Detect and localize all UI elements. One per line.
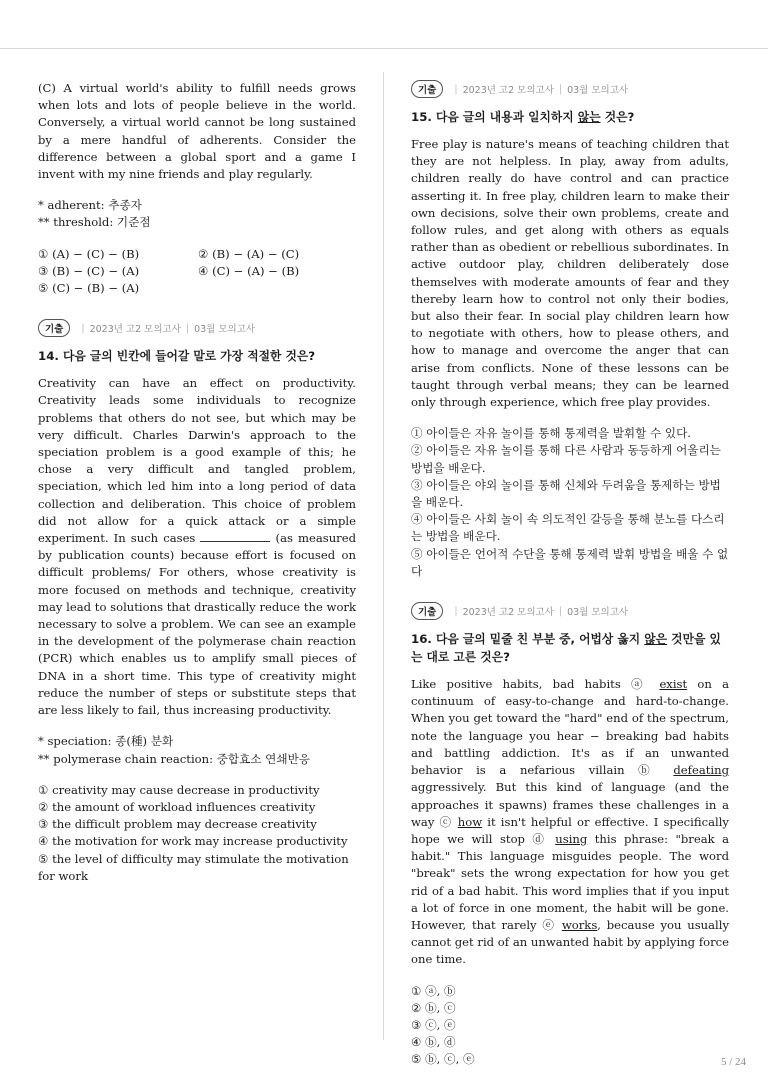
underlined-phrase: exist (659, 677, 688, 692)
footnote: * speciation: 종(種) 분화 (38, 734, 174, 749)
answer-blank (200, 531, 270, 542)
exam-month: 03월 모의고사 (194, 324, 256, 336)
right-column (411, 80, 729, 1069)
answer-option[interactable]: ② the amount of workload influences creativity (38, 799, 316, 814)
exam-year: 2023년 고2 모의고사 (462, 85, 554, 96)
page-number: 5 / 24 (720, 1056, 746, 1068)
options-row (38, 246, 356, 263)
options-row (38, 263, 356, 280)
exam-month: 03월 모의고사 (567, 85, 629, 96)
past-exam-badge: 기출 (38, 319, 70, 337)
question-meta: 기출 | 2023년 고2 모의고사 | 03월 모의고사 (411, 602, 729, 620)
exam-year: 2023년 고2 모의고사 (462, 607, 554, 619)
left-column (38, 80, 356, 885)
question-passage: Creativity can have an effect on productivity. Creativity leads some individuals to recognize problems that others do not see, but which may be very difficult. Charles Darwin's approach to the speciation problem is a good example of this; he chose a very difficult and tangled problem, speciation, which led him into a long period of data collection and deliberation. This choice of problem did not allow for a quick attack or a simple experiment. In such cases (as measured by publication counts) because effort is focused on difficult problems/ For others, whose creativity is more focused on methods and technique, creativity may lead to solutions that drastically reduce the work necessary to solve a problem. We can see an example in the development of the polymerase chain reaction (PCR) which enables us to amplify small pieces of DNA in a short time. This type of creativity might reduce the number of steps or substitute steps that are less likely to fail, thus increasing productivity. (38, 376, 357, 718)
answer-option[interactable]: ② (B) − (A) − (C) (198, 246, 300, 261)
answer-option[interactable]: ③ 아이들은 야외 놀이를 통해 신체와 두려움을 통제하는 방법을 배운다. (411, 477, 721, 510)
answer-option[interactable]: ② ⓑ, ⓒ (411, 1000, 456, 1015)
answer-option[interactable]: ⑤ (C) − (B) − (A) (38, 281, 140, 296)
answer-option[interactable]: ④ (C) − (A) − (B) (198, 263, 300, 278)
column-divider (383, 72, 384, 1040)
underlined-phrase: works (561, 917, 598, 932)
q13-option-c-paragraph: (C) A virtual world's ability to fulfill needs grows when lots and lots of people believe in the world. Conversely, a virtual world cannot be long sustained by a mere handful of adherents. Consider the difference between a global sport and a game I invent with my nine friends and play regularly. (38, 81, 356, 182)
answer-option[interactable]: ⑤ ⓑ, ⓒ, ⓔ (411, 1052, 475, 1067)
question-passage: Free play is nature's means of teaching children that they are not helpless. In play, away from adults, children really do have control and can practice asserting it. In free play, children learn to make their own decisions, solve their own problems, create and follow rules, and get along with others as equals rather than as obedient or rebellious subordinates. In active outdoor play, children deliberately dose themselves with moderate amounts of fear and they thereby learn how to control not only their bodies, but also their fear. In social play children learn how to negotiate with others, how to please others, and how to manage and overcome the anger that can arise from conflicts. None of these lessons can be taught through verbal means; they can be learned only through experience, which free play provides. (411, 137, 729, 410)
underlined-phrase: defeating (673, 763, 729, 778)
question-passage: Like positive habits, bad habits ⓐ exist on a continuum of easy-to-change and hard-to-change. When you get toward the "hard" end of the spectrum, note the language you hear − breaking bad habits and battling addiction. It's as if an unwanted behavior is a nefarious villain ⓑ defeating aggressively. But this kind of language (and the approaches it spawns) frames these challenges in a way ⓒ how it isn't helpful or effective. I specifically hope we will stop ⓓ using this phrase: "break a habit." This language misguides people. The word "break" sets the wrong expectation for how you get rid of a bad habit. This word implies that if you input a lot of force in one moment, the habit will be gone. However, that rarely ⓔ works, because you usually cannot get rid of an unwanted habit by applying force one time. (411, 677, 730, 967)
answer-option[interactable]: ④ the motivation for work may increase productivity (38, 834, 348, 849)
exam-month: 03월 모의고사 (567, 607, 629, 619)
answer-option[interactable]: ④ ⓑ, ⓓ (411, 1035, 456, 1050)
answer-option[interactable]: ③ (B) − (C) − (A) (38, 263, 140, 278)
header-rule (0, 48, 768, 49)
question-title: 15. 다음 글의 내용과 일치하지 않는 것은? (411, 110, 635, 124)
past-exam-badge: 기출 (411, 80, 443, 98)
answer-option[interactable]: ③ the difficult problem may decrease creativity (38, 817, 317, 832)
answer-option[interactable]: ① 아이들은 자유 놀이를 통해 통제력을 발휘할 수 있다. (411, 426, 691, 441)
answer-option[interactable]: ④ 아이들은 사회 놀이 속 의도적인 갈등을 통해 분노를 다스리는 방법을 배운다. (411, 512, 725, 544)
answer-option[interactable]: ⑤ the level of difficulty may stimulate the motivation for work (38, 851, 349, 883)
question-title: 16. 다음 글의 밑줄 친 부분 중, 어법상 옳지 않은 것만을 있는 대로 고른 것은? (411, 632, 721, 665)
footnote: ** threshold: 기준점 (38, 215, 151, 230)
answer-option[interactable]: ② 아이들은 자유 놀이를 통해 다른 사람과 동등하게 어울리는 방법을 배운다. (411, 443, 721, 475)
answer-option[interactable]: ③ ⓒ, ⓔ (411, 1017, 456, 1032)
past-exam-badge: 기출 (411, 602, 443, 620)
answer-option[interactable]: ① (A) − (C) − (B) (38, 246, 140, 261)
footnote: ** polymerase chain reaction: 중합효소 연쇄반응 (38, 751, 310, 766)
answer-option[interactable]: ① creativity may cause decrease in productivity (38, 782, 320, 797)
answer-option[interactable]: ⑤ 아이들은 언어적 수단을 통해 통제력 발휘 방법을 배울 수 없다 (411, 546, 729, 578)
answer-option[interactable]: ① ⓐ, ⓑ (411, 983, 456, 998)
exam-year: 2023년 고2 모의고사 (89, 324, 181, 336)
underlined-phrase: using (555, 831, 588, 846)
question-title: 14. 다음 글의 빈칸에 들어갈 말로 가장 적절한 것은? (38, 349, 316, 364)
underlined-phrase: how (457, 814, 483, 829)
footnote: * adherent: 추종자 (38, 198, 142, 213)
question-meta: 기출 | 2023년 고2 모의고사 | 03월 모의고사 (411, 80, 729, 98)
question-meta: 기출 | 2023년 고2 모의고사 | 03월 모의고사 (38, 319, 356, 337)
